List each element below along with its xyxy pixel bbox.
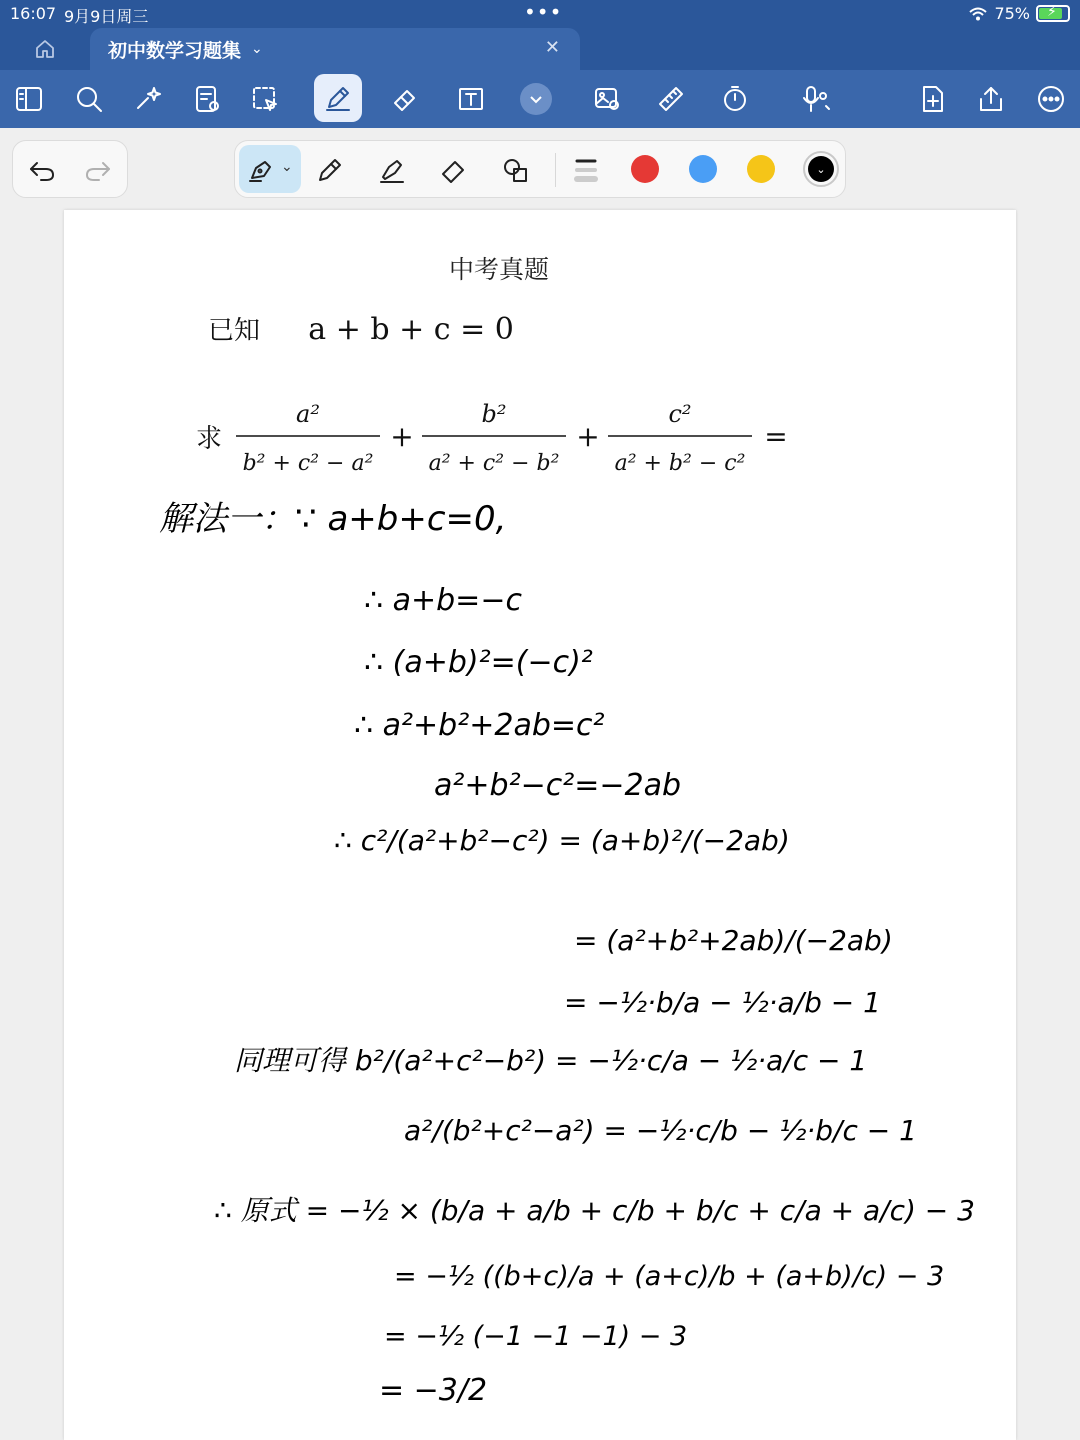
page-title: 中考真题 <box>449 255 550 284</box>
page-settings-icon[interactable] <box>190 82 224 116</box>
fraction-denominator: a² + c² − b² <box>428 451 560 476</box>
pen-icon <box>321 81 355 115</box>
ask-label: 求 <box>196 424 223 454</box>
handwritten-line: = −3/2 <box>379 1373 488 1408</box>
equals-sign: = <box>764 420 788 453</box>
handwritten-line: = −½ (−1 −1 −1) − 3 <box>384 1321 688 1352</box>
handwritten-line: ∴ (a+b)²=(−c)² <box>364 645 593 680</box>
close-tab-icon[interactable]: ✕ <box>544 37 560 58</box>
toolbar-divider <box>555 153 556 187</box>
status-time: 16:07 <box>10 4 57 23</box>
plus-sign: + <box>390 420 414 453</box>
chevron-down-icon: ⌄ <box>251 41 263 57</box>
handwritten-line: = −½ ((b+c)/a + (a+c)/b + (a+b)/c) − 3 <box>394 1261 945 1292</box>
color-black-selected[interactable] <box>803 151 839 187</box>
lasso-select-icon[interactable] <box>248 82 282 116</box>
pencil-icon[interactable] <box>313 153 347 187</box>
pen-toolbar <box>234 140 846 198</box>
battery-icon: ⚡ <box>1036 5 1070 22</box>
timer-icon[interactable] <box>718 82 752 116</box>
status-bar <box>0 0 1080 28</box>
handwritten-line: = (a²+b²+2ab)/(−2ab) <box>574 924 893 957</box>
eraser-icon[interactable] <box>388 82 422 116</box>
notebook-icon[interactable] <box>12 82 46 116</box>
pen-mode-button[interactable] <box>314 74 362 122</box>
image-icon[interactable] <box>590 82 624 116</box>
handwritten-line: a²+b²−c²=−2ab <box>434 768 682 803</box>
handwritten-line: ∴ a²+b²+2ab=c² <box>354 708 605 743</box>
home-icon[interactable] <box>30 36 60 62</box>
status-date: 9月9日周三 <box>64 7 149 26</box>
more-icon[interactable] <box>1034 82 1068 116</box>
tab-notebook[interactable] <box>90 28 580 70</box>
wifi-icon <box>968 6 988 22</box>
tab-row <box>0 28 1080 70</box>
fraction-numerator: c² <box>668 400 692 428</box>
tab-title: 初中数学习题集 <box>108 39 242 62</box>
highlighter-icon[interactable] <box>375 153 409 187</box>
chevron-down-icon: ⌄ <box>281 159 293 175</box>
add-page-icon[interactable] <box>916 82 950 116</box>
color-blue[interactable] <box>689 155 717 183</box>
ruler-icon[interactable] <box>654 82 688 116</box>
multitask-dots-icon[interactable]: ••• <box>524 0 563 24</box>
handwritten-line: ∴ a+b=−c <box>364 583 522 618</box>
main-toolbar <box>0 70 1080 128</box>
undo-icon[interactable] <box>27 155 57 185</box>
color-yellow[interactable] <box>747 155 775 183</box>
undo-redo-group <box>12 140 128 198</box>
fraction-numerator: a² <box>296 400 320 428</box>
share-icon[interactable] <box>974 82 1008 116</box>
ai-sparkle-icon[interactable] <box>132 82 166 116</box>
handwritten-line: 同理可得 b²/(a²+c²−b²) = −½·c/a − ½·a/c − 1 <box>234 1044 868 1077</box>
handwritten-line: ∴ c²/(a²+b²−c²) = (a+b)²/(−2ab) <box>334 824 790 857</box>
handwriting-layer[interactable] <box>64 210 1016 1440</box>
redo-icon[interactable] <box>83 155 113 185</box>
battery-percent: 75% <box>994 4 1030 23</box>
app-chrome <box>0 0 1080 128</box>
search-icon[interactable] <box>72 82 106 116</box>
fountain-pen-button[interactable] <box>239 145 301 193</box>
expand-icon[interactable] <box>520 83 552 115</box>
fraction-denominator: a² + b² − c² <box>614 451 746 476</box>
status-right <box>968 4 1070 23</box>
chevron-down-icon: ⌄ <box>808 156 834 182</box>
fountain-pen-icon <box>245 152 279 186</box>
eraser-tool-icon[interactable] <box>437 153 471 187</box>
fraction-denominator: b² + c² − a² <box>242 451 374 476</box>
handwritten-line: = −½·b/a − ½·a/b − 1 <box>564 986 881 1019</box>
stroke-width-icon[interactable] <box>569 153 603 187</box>
text-box-icon[interactable] <box>454 82 488 116</box>
handwritten-line: 解法一：∵ a+b+c=0, <box>159 499 507 539</box>
plus-sign: + <box>576 420 600 453</box>
fraction-numerator: b² <box>481 400 507 428</box>
handwritten-line: ∴ 原式 = −½ × (b/a + a/b + c/b + b/c + c/a + a/c) − 3 <box>214 1194 975 1227</box>
handwritten-line: a²/(b²+c²−a²) = −½·c/b − ½·b/c − 1 <box>404 1114 917 1147</box>
color-red[interactable] <box>631 155 659 183</box>
handwritten-solution <box>159 499 975 1408</box>
shapes-icon[interactable] <box>499 153 533 187</box>
given-label: 已知 <box>208 316 261 346</box>
notebook-page[interactable] <box>64 210 1016 1440</box>
given-equation: a + b + c = 0 <box>308 312 514 347</box>
record-audio-icon[interactable] <box>786 82 846 116</box>
